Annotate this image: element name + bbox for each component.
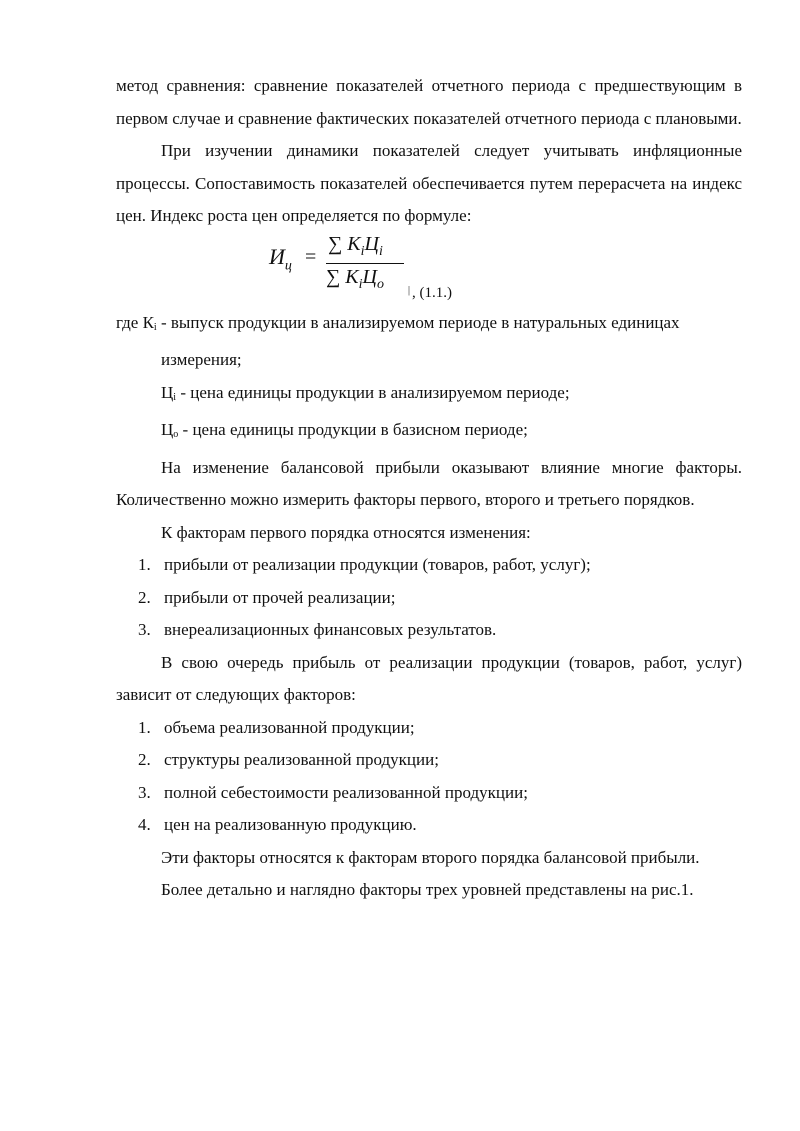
price-index-formula: [116, 233, 742, 307]
paragraph-second-order: Эти факторы относятся к факторам второго порядка балансовой прибыли.: [161, 847, 700, 867]
paragraph-figure-ref: Более детально и наглядно факторы трех уровней представлены на рис.1.: [161, 880, 694, 899]
document-body: [116, 70, 742, 907]
formula-reference: | , (1.1.): [408, 284, 453, 301]
list-item: 2. структуры реализованной продукции;: [138, 750, 439, 769]
formula-lhs: $И_ц$: [269, 243, 292, 273]
second-order-list: [116, 712, 742, 842]
formula-equals: =: [305, 245, 317, 268]
list-item: 2. прибыли от прочей реализации;: [138, 587, 396, 607]
formula-numerator: ∑ $K_iЦ_i$: [328, 232, 383, 259]
definition-co: Цо - цена единицы продукции в базисном периоде;: [161, 420, 528, 440]
definition-k: где Кi - выпуск продукции в анализируемом периоде в натуральных единицах: [116, 312, 680, 333]
paragraph-sales-profit: В свою очередь прибыль от реализации продукции (товаров, работ, услуг) зависит от следующих факторов:: [116, 652, 742, 704]
paragraph-first-order: К факторам первого порядка относятся изменения:: [161, 522, 531, 542]
definition-ci: Цi - цена единицы продукции в анализируемом периоде;: [161, 382, 570, 403]
formula-denominator: ∑ $K_iЦ_o$: [326, 265, 384, 292]
paragraph-inflation: При изучении динамики показателей следует учитывать инфляционные процессы. Сопоставимость показателей обеспечивается путем перерасчета на индекс цен. Индекс роста цен определяется по формуле:: [116, 141, 742, 225]
list-item: 1. объема реализованной продукции;: [138, 717, 415, 737]
list-item: 4. цен на реализованную продукцию.: [138, 815, 417, 834]
list-item: 3. полной себестоимости реализованной продукции;: [138, 782, 528, 802]
paragraph-method: метод сравнения: сравнение показателей отчетного периода с предшествующим в первом случае и сравнение фактических показателей отчетного периода с плановыми.: [116, 76, 742, 128]
first-order-list: [116, 549, 742, 647]
list-item: 3. внереализационных финансовых результатов.: [138, 620, 497, 639]
paragraph-factors: На изменение балансовой прибыли оказывают влияние многие факторы. Количественно можно измерить факторы первого, второго и третьего порядков.: [116, 457, 742, 509]
list-item: 1. прибыли от реализации продукции (товаров, работ, услуг);: [138, 555, 591, 574]
definition-k-continuation: измерения;: [161, 350, 242, 369]
